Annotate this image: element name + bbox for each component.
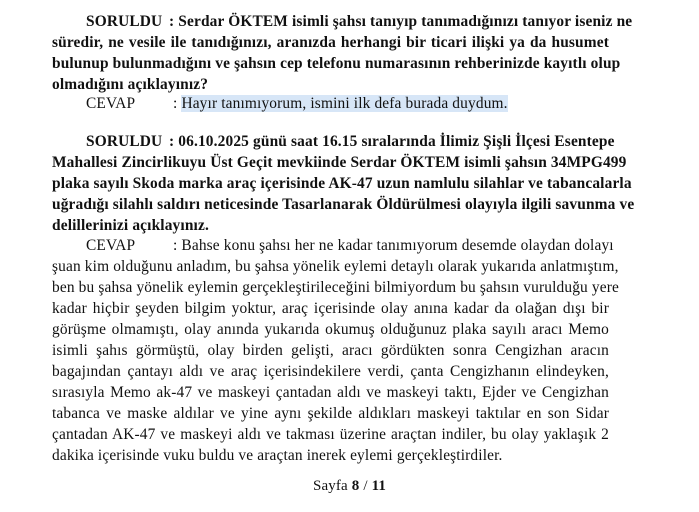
q2-line-3: plaka sayılı Skoda marka araç içerisinde AK-47 uzun namlulu silahlar ve tabancalarla bbox=[52, 175, 632, 192]
q2-label: SORULDU bbox=[86, 133, 163, 150]
q2-line-5: delillerinizi açıklayınız. bbox=[52, 217, 209, 234]
q2-line-1 bbox=[86, 132, 615, 152]
a2-line-4: kadar hiçbir şeyden bilgim yoktur, araç içerisinde olay anına kadar da olağan dışı bir bbox=[52, 300, 609, 317]
a2-line-1 bbox=[86, 236, 614, 256]
a1-selected-text[interactable]: Hayır tanımıyorum, ismini ilk defa burada duydum. bbox=[181, 95, 508, 112]
a2-line-10: çantadan AK-47 ve maskeyi aldı ve takması üzerine araçtan indiler, bu olay yaklaşık 2 bbox=[52, 426, 609, 443]
page-number-current: 8 bbox=[351, 478, 360, 494]
a1-colon: : bbox=[173, 95, 178, 112]
a2-label: CEVAP bbox=[86, 237, 136, 254]
q1-text-line: : Serdar ÖKTEM isimli şahsı tanıyıp tanımadığınızı tanıyor iseniz ne bbox=[169, 13, 633, 30]
page-number-separator: / bbox=[363, 478, 368, 494]
q1-line-1 bbox=[86, 12, 633, 32]
q1-line-2: süredir, ne vesile ile tanıdığınızı, aranızda herhangi bir ticari ilişki ya da husumet bbox=[52, 34, 609, 51]
q2-text-line: : 06.10.2025 günü saat 16.15 sıralarında İlimiz Şişli İlçesi Esentepe bbox=[169, 133, 615, 150]
a1-label: CEVAP bbox=[86, 95, 136, 112]
q1-label: SORULDU bbox=[86, 13, 163, 30]
a2-line-5: görüşme olmamıştı, olay anında yukarıda okumuş olduğunuz plaka sayılı aracı Memo bbox=[52, 321, 609, 338]
page-number-total: 11 bbox=[371, 478, 387, 494]
a2-line-2: şuan kim olduğunu anladım, bu şahsa yönelik eylemi detaylı olarak yukarıda anlatmıştım, bbox=[52, 258, 619, 275]
a2-text-line: : Bahse konu şahsı her ne kadar tanımıyorum desemde olaydan dolayı bbox=[173, 237, 614, 254]
a2-line-11: dakika içerisinde vuku buldu ve araçtan inerek eylemi gerçekleştirdiler. bbox=[52, 447, 503, 464]
q2-line-4: uğradığı silahlı saldırı neticesinde Tasarlanarak Öldürülmesi olayıyla ilgili savunma ve bbox=[52, 196, 635, 213]
q1-line-4: olmadığını açıklayınız? bbox=[52, 76, 209, 93]
q2-line-2: Mahallesi Zincirlikuyu Üst Geçit mevkiinde Serdar ÖKTEM isimli şahsın 34MPG499 bbox=[52, 154, 627, 171]
a1-line bbox=[86, 94, 508, 114]
a2-line-7: bagajından çantayı aldı ve araç içerisindekilere verdi, çanta Cengizhanın elindeyken, bbox=[52, 363, 609, 380]
q1-line-3: bulunup bulunmadığını ve şahsın cep telefonu numarasının rehberinizde kayıtlı olup bbox=[52, 55, 621, 72]
a2-line-3: ben bu şahsa yönelik eylemin gerçekleştirileceğini bilmiyordum bu şahsın vurulduğu yere bbox=[52, 279, 619, 296]
a2-line-6: isimli şahıs görmüştü, olay birden gelişti, aracı gördükten sonra Cengizhan aracın bbox=[52, 342, 609, 359]
a2-line-9: tabanca ve maske aldılar ve yine aynı şekilde aldıkları maskeyi taktılar en son Sidar bbox=[52, 405, 609, 422]
page-number bbox=[0, 476, 699, 496]
a2-line-8: sırasıyla Memo ak-47 ve maskeyi çantadan aldı ve maskeyi taktı, Ejder ve Cengizhan bbox=[52, 384, 609, 401]
page-number-prefix: Sayfa bbox=[312, 478, 348, 494]
